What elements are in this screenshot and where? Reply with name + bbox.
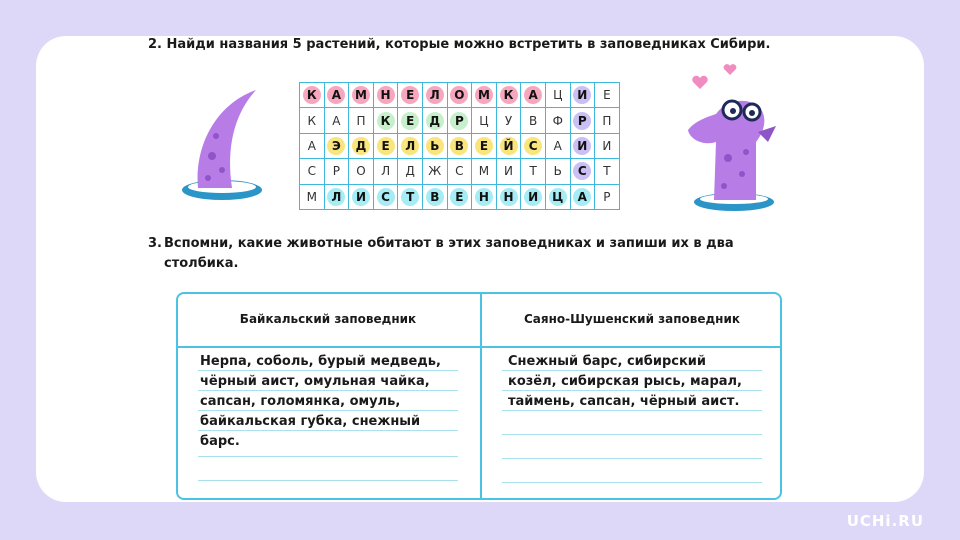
grid-cell (373, 108, 398, 133)
grid-letter: Ь (426, 137, 444, 155)
grid-letter: К (307, 113, 317, 128)
baikal-answer (200, 352, 441, 452)
grid-cell (447, 184, 472, 209)
grid-cell (472, 108, 497, 133)
grid-cell (595, 108, 620, 133)
grid-cell (422, 159, 447, 184)
grid-letter: Ц (479, 113, 489, 128)
creature-with-glasses-illustration (680, 62, 780, 214)
grid-cell (521, 184, 546, 209)
answer-line: козёл, сибирская рысь, марал, (508, 374, 742, 389)
grid-cell (472, 133, 497, 158)
grid-letter: С (524, 137, 542, 155)
grid-letter: С (377, 188, 395, 206)
grid-letter: Е (401, 112, 419, 130)
grid-letter: Ж (428, 164, 442, 179)
answer-line: Нерпа, соболь, бурый медведь, (200, 354, 441, 369)
ruled-line (198, 480, 458, 481)
grid-cell (447, 133, 472, 158)
grid-letter: Л (426, 86, 444, 104)
grid-letter: М (306, 189, 317, 204)
grid-cell (349, 184, 374, 209)
grid-cell (595, 184, 620, 209)
grid-cell (373, 133, 398, 158)
grid-cell (545, 184, 570, 209)
grid-cell (398, 133, 423, 158)
uchi-logo: UCHi.RU (846, 512, 924, 530)
grid-letter: И (524, 188, 542, 206)
sayano-answer (508, 352, 742, 412)
grid-letter: О (356, 164, 366, 179)
grid-letter: М (475, 86, 493, 104)
grid-letter: И (573, 137, 591, 155)
grid-cell (521, 108, 546, 133)
grid-letter: С (573, 162, 591, 180)
table-header-divider (178, 346, 780, 348)
grid-cell (545, 83, 570, 108)
grid-row (300, 184, 620, 209)
grid-letter: Р (603, 189, 611, 204)
grid-cell (521, 83, 546, 108)
grid-letter: Е (603, 88, 611, 103)
grid-cell (595, 159, 620, 184)
grid-cell (349, 133, 374, 158)
grid-cell (595, 83, 620, 108)
grid-cell (324, 108, 349, 133)
grid-letter: О (450, 86, 468, 104)
grid-letter: Д (426, 112, 444, 130)
grid-letter: Ь (553, 164, 562, 179)
task-3-heading (148, 234, 788, 274)
grid-cell (422, 108, 447, 133)
grid-letter: Л (327, 188, 345, 206)
grid-letter: Д (405, 164, 415, 179)
grid-cell (570, 108, 595, 133)
grid-letter: И (602, 138, 612, 153)
grid-row (300, 83, 620, 108)
ruled-line (198, 456, 458, 457)
grid-cell (447, 108, 472, 133)
grid-row (300, 159, 620, 184)
ruled-line (502, 482, 762, 483)
grid-cell (373, 184, 398, 209)
grid-cell (545, 159, 570, 184)
grid-letter: С (455, 164, 464, 179)
grid-cell (324, 83, 349, 108)
baikal-column-title: Байкальский заповедник (239, 312, 417, 326)
grid-letter: Р (332, 164, 341, 179)
grid-letter: У (504, 113, 513, 128)
grid-cell (324, 184, 349, 209)
grid-cell (398, 159, 423, 184)
grid-cell (496, 83, 521, 108)
grid-cell (521, 159, 546, 184)
task-3-text: Вспомни, какие животные обитают в этих заповедниках и запиши их в два столбика. (164, 236, 734, 271)
sayano-column-title: Саяно-Шушенский заповедник (523, 312, 741, 326)
grid-cell (398, 83, 423, 108)
word-search-grid (299, 82, 620, 210)
animals-table (176, 292, 782, 500)
answer-line: байкальская губка, снежный (200, 414, 421, 429)
grid-letter: Л (381, 164, 391, 179)
grid-letter: Т (529, 164, 537, 179)
grid-letter: С (307, 164, 316, 179)
grid-cell (447, 159, 472, 184)
grid-letter: Ц (553, 88, 563, 103)
grid-letter: И (504, 164, 514, 179)
grid-letter: Е (450, 188, 468, 206)
grid-cell (472, 83, 497, 108)
grid-cell (570, 159, 595, 184)
answer-line: Снежный барс, сибирский (508, 354, 707, 369)
grid-letter: А (524, 86, 542, 104)
grid-cell (373, 159, 398, 184)
grid-cell (472, 159, 497, 184)
grid-letter: А (327, 86, 345, 104)
grid-letter: Ф (552, 113, 563, 128)
grid-cell (545, 108, 570, 133)
grid-letter: К (303, 86, 321, 104)
grid-letter: А (573, 188, 591, 206)
grid-letter: Н (500, 188, 518, 206)
grid-letter: Л (401, 137, 419, 155)
grid-letter: Т (603, 164, 611, 179)
grid-cell (373, 83, 398, 108)
grid-letter: Д (352, 137, 370, 155)
grid-row (300, 108, 620, 133)
task-2-heading: 2. Найди названия 5 растений, которые можно встретить в заповедниках Сибири. (148, 37, 771, 52)
grid-cell (349, 159, 374, 184)
grid-cell (447, 83, 472, 108)
grid-letter: В (529, 113, 538, 128)
grid-cell (422, 83, 447, 108)
grid-cell (300, 108, 325, 133)
grid-letter: А (553, 138, 562, 153)
grid-letter: К (500, 86, 518, 104)
grid-cell (496, 159, 521, 184)
grid-cell (300, 133, 325, 158)
grid-cell (570, 184, 595, 209)
grid-cell (300, 159, 325, 184)
grid-cell (349, 108, 374, 133)
grid-letter: М (352, 86, 370, 104)
answer-line: таймень, сапсан, чёрный аист. (508, 394, 740, 409)
grid-cell (496, 133, 521, 158)
grid-cell (398, 184, 423, 209)
grid-letter: Е (377, 137, 395, 155)
creature-fin-illustration (176, 86, 266, 206)
grid-letter: К (377, 112, 395, 130)
grid-cell (570, 83, 595, 108)
grid-letter: Н (475, 188, 493, 206)
grid-cell (472, 184, 497, 209)
grid-cell (324, 159, 349, 184)
grid-letter: М (478, 164, 490, 179)
grid-letter: Ц (549, 188, 567, 206)
grid-cell (349, 83, 374, 108)
grid-letter: Р (450, 112, 468, 130)
grid-row (300, 133, 620, 158)
grid-cell (570, 133, 595, 158)
grid-letter: А (332, 113, 341, 128)
grid-cell (300, 184, 325, 209)
grid-letter: П (602, 113, 612, 128)
answer-line: чёрный аист, омульная чайка, (200, 374, 430, 389)
ruled-line (502, 434, 762, 435)
grid-letter: Н (377, 86, 395, 104)
grid-letter: Е (475, 137, 493, 155)
grid-letter: Т (401, 188, 419, 206)
grid-cell (496, 108, 521, 133)
grid-cell (422, 133, 447, 158)
answer-line: барс. (200, 434, 240, 449)
grid-cell (422, 184, 447, 209)
grid-letter: П (356, 113, 366, 128)
grid-letter: И (573, 86, 591, 104)
task-3-number: 3. (148, 236, 162, 251)
ruled-line (502, 458, 762, 459)
grid-letter: В (450, 137, 468, 155)
grid-letter: Р (573, 112, 591, 130)
grid-cell (595, 133, 620, 158)
grid-cell (324, 133, 349, 158)
answer-line: сапсан, голомянка, омуль, (200, 394, 401, 409)
grid-cell (398, 108, 423, 133)
grid-cell (545, 133, 570, 158)
grid-letter: А (307, 138, 316, 153)
grid-cell (496, 184, 521, 209)
grid-cell (300, 83, 325, 108)
grid-letter: И (352, 188, 370, 206)
grid-cell (521, 133, 546, 158)
grid-letter: Э (327, 137, 345, 155)
grid-letter: Е (401, 86, 419, 104)
grid-letter: Й (500, 137, 518, 155)
grid-letter: В (426, 188, 444, 206)
